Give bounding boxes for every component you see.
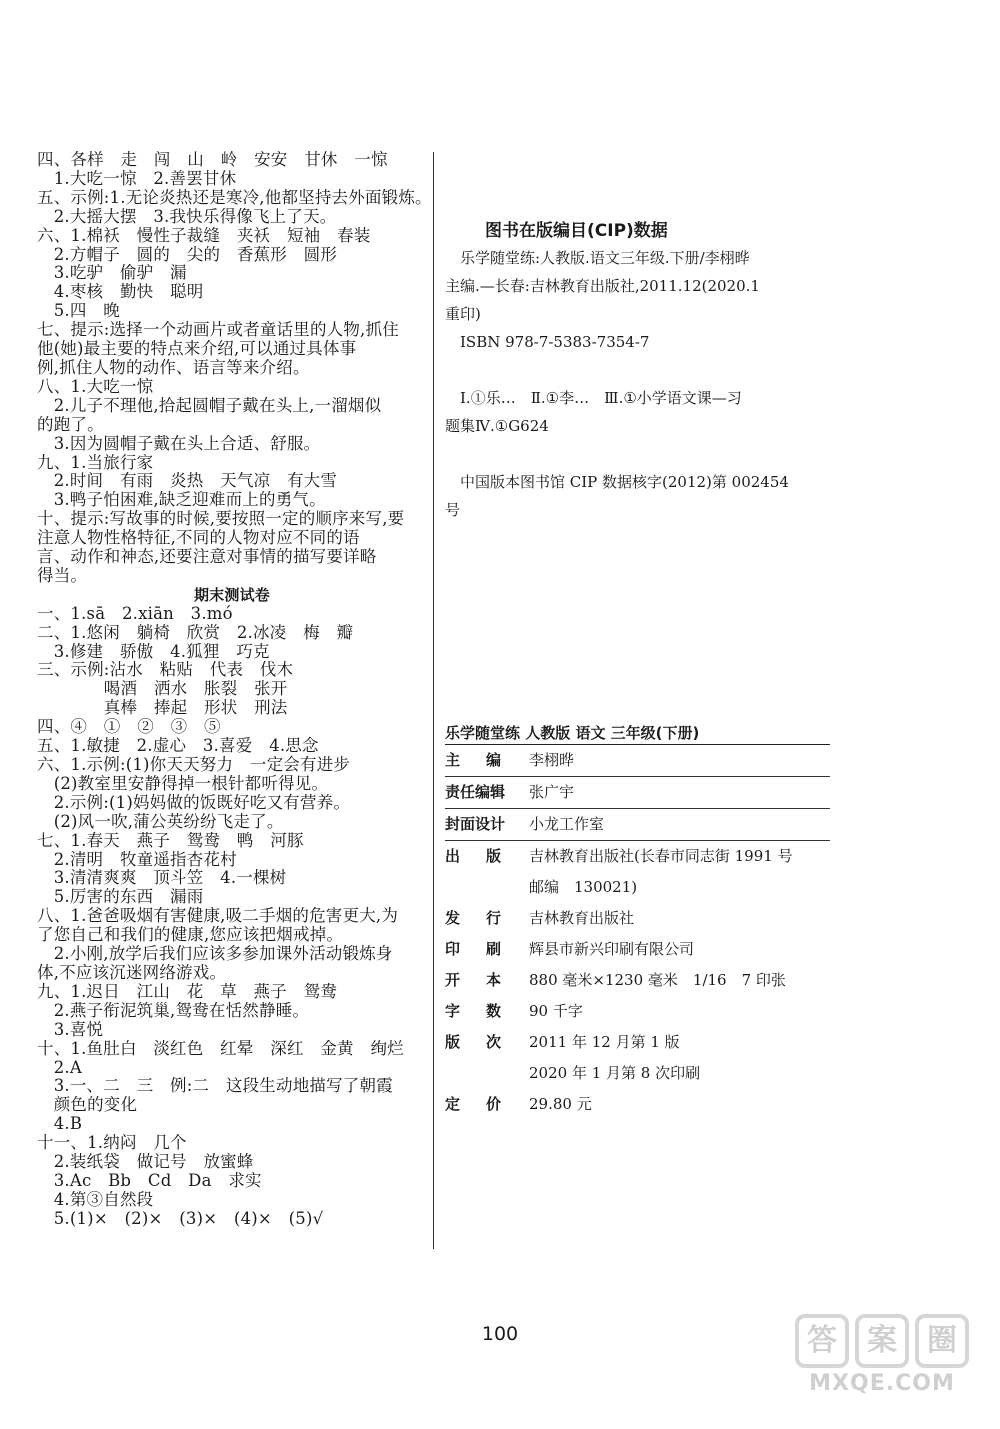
answer-line: 四、④ ① ② ③ ⑤ [37, 717, 221, 737]
imprint-label: 字数 [445, 1002, 528, 1020]
answer-line: 喝酒 洒水 胀裂 张开 [37, 679, 288, 699]
column-divider [433, 152, 434, 1249]
answer-line: 八、1.爸爸吸烟有害健康,吸二手烟的危害更大,为 [37, 906, 399, 926]
imprint-row [445, 965, 830, 996]
imprint-row [445, 745, 830, 777]
imprint-label: 主编 [445, 751, 528, 769]
answer-column [37, 150, 432, 1229]
imprint-block [445, 722, 830, 1120]
answer-lines [37, 150, 432, 586]
imprint-value: 小龙工作室 [529, 815, 605, 833]
answer-line: 4.B [37, 1114, 83, 1134]
watermark-char: 圈 [915, 1314, 969, 1368]
answer-line: 3.因为圆帽子戴在头上合适、舒服。 [37, 433, 321, 453]
answer-line: 2.燕子衔泥筑巢,鸳鸯在恬然静睡。 [37, 1000, 310, 1020]
answer-line: 3.修建 骄傲 4.狐狸 巧克 [37, 641, 270, 661]
answer-line: 3.一、二 三 例:二 这段生动地描写了朝霞 [37, 1076, 393, 1096]
imprint-label: 定价 [445, 1095, 528, 1113]
answer-line: 的跑了。 [37, 414, 104, 434]
watermark-char: 案 [855, 1314, 909, 1368]
imprint-label: 印刷 [445, 940, 528, 958]
watermark-logo [792, 1313, 972, 1403]
imprint-row [445, 809, 830, 841]
answer-line: 2.时间 有雨 炎热 天气凉 有大雪 [37, 471, 338, 491]
imprint-row [445, 903, 830, 934]
cip-line: 号 [445, 501, 461, 519]
answer-line: 3.吃驴 偷驴 漏 [37, 263, 187, 283]
imprint-value: 90 千字 [529, 1002, 583, 1020]
imprint-value: 邮编 130021) [529, 878, 638, 896]
answer-line: 一、1.sā 2.xiān 3.mó [37, 603, 233, 623]
imprint-row [445, 934, 830, 965]
answer-line: 五、1.敏捷 2.虚心 3.喜爱 4.思念 [37, 736, 319, 756]
imprint-value: 2011 年 12 月第 1 版 [529, 1033, 680, 1051]
imprint-label: 开本 [445, 971, 528, 989]
answer-line: 三、示例:沾水 粘贴 代表 伐木 [37, 660, 294, 680]
answer-line: 七、1.春天 燕子 鸳鸯 鸭 河豚 [37, 830, 304, 850]
answer-line: 4.枣核 勤快 聪明 [37, 282, 204, 302]
answer-line: 2.方帽子 圆的 尖的 香蕉形 圆形 [37, 244, 338, 264]
imprint-label: 版次 [445, 1033, 528, 1051]
answer-line: 十一、1.纳闷 几个 [37, 1133, 187, 1153]
imprint-label: 发行 [445, 909, 528, 927]
answer-line: 例,抓住人物的动作、语言等来介绍。 [37, 357, 310, 377]
imprint-row [445, 872, 830, 903]
answer-line: 六、1.棉袄 慢性子裁缝 夹袄 短袖 春装 [37, 225, 371, 245]
answer-line: 4.第③自然段 [37, 1189, 154, 1209]
cip-line: 题集Ⅳ.①G624 [445, 417, 549, 435]
answer-line: 五、示例:1.无论炎热还是寒冷,他都坚持去外面锻炼。 [37, 187, 432, 207]
answer-line: 2.示例:(1)妈妈做的饭既好吃又有营养。 [37, 792, 351, 812]
section-title: 期末测试卷 [193, 585, 270, 604]
imprint-value: 2020 年 1 月第 8 次印刷 [529, 1064, 701, 1082]
answer-line: 九、1.当旅行家 [37, 452, 154, 472]
answer-line: 2.A [37, 1057, 82, 1077]
answer-line: 3.鸭子怕困难,缺乏迎难而上的勇气。 [37, 490, 326, 510]
cip-block [445, 218, 845, 524]
answer-line: 二、1.悠闲 躺椅 欣赏 2.冰凌 梅 瓣 [37, 622, 354, 642]
imprint-row [445, 841, 830, 872]
answer-line: 颜色的变化 [37, 1095, 138, 1115]
imprint-title: 乐学随堂练 人教版 语文 三年级(下册) [445, 722, 830, 745]
answer-line: (2)教室里安静得掉一根针都听得见。 [37, 773, 329, 793]
answer-line: 七、提示:选择一个动画片或者童话里的人物,抓住 [37, 320, 399, 340]
cip-line: 主编.—长春:吉林教育出版社,2011.12(2020.1 [445, 277, 760, 295]
imprint-value: 880 毫米×1230 毫米 1/16 7 印张 [529, 971, 786, 989]
final-test-lines [37, 605, 427, 1229]
watermark-char: 答 [795, 1314, 849, 1368]
cip-line: ISBN 978-7-5383-7354-7 [445, 333, 650, 351]
answer-line: 九、1.迟日 江山 花 草 燕子 鸳鸯 [37, 981, 338, 1001]
answer-line: 真棒 捧起 形状 刑法 [37, 698, 288, 718]
watermark-chars [792, 1313, 972, 1369]
imprint-value: 李栩晔 [529, 751, 575, 769]
imprint-label: 责任编辑 [445, 783, 506, 801]
answer-line: 十、1.鱼肚白 淡红色 红晕 深红 金黄 绚烂 [37, 1038, 404, 1058]
imprint-row [445, 777, 830, 809]
cip-line [445, 356, 845, 384]
answer-line: 得当。 [37, 565, 88, 585]
answer-line: 了您自己和我们的健康,您应该把烟戒掉。 [37, 925, 344, 945]
answer-line: 3.喜悦 [37, 1019, 104, 1039]
answer-line: 2.儿子不理他,拾起圆帽子戴在头上,一溜烟似 [37, 395, 382, 415]
answer-line: 六、1.示例:(1)你天天努力 一定会有进步 [37, 755, 351, 774]
imprint-value: 吉林教育出版社(长春市同志街 1991 号 [529, 847, 793, 865]
imprint-value: 张广宇 [529, 783, 575, 801]
imprint-label: 出版 [445, 847, 528, 865]
cip-line: 乐学随堂练:人教版.语文三年级.下册/李栩晔 [445, 249, 750, 267]
answer-line: 1.大吃一惊 2.善罢甘休 [37, 168, 237, 188]
answer-line: 2.小刚,放学后我们应该多参加课外活动锻炼身 [37, 944, 393, 964]
cip-line [445, 440, 845, 468]
cip-heading: 图书在版编目(CIP)数据 [485, 221, 668, 241]
answer-line: 2.清明 牧童遥指杏花村 [37, 849, 237, 869]
answer-line: 八、1.大吃一惊 [37, 376, 154, 396]
answer-line: 体,不应该沉迷网络游戏。 [37, 962, 227, 982]
answer-line: 言、动作和神态,还要注意对事情的描写要详略 [37, 547, 377, 567]
answer-line: 他(她)最主要的特点来介绍,可以通过具体事 [37, 339, 357, 359]
answer-line: 3.Ac Bb Cd Da 求实 [37, 1170, 262, 1190]
cip-line: 重印) [445, 305, 481, 323]
answer-line: 3.清清爽爽 顶斗笠 4.一棵树 [37, 868, 287, 888]
answer-line: 2.装纸袋 做记号 放蜜蜂 [37, 1152, 254, 1172]
imprint-value: 吉林教育出版社 [529, 909, 635, 927]
answer-line: (2)风一吹,蒲公英纷纷飞走了。 [37, 811, 284, 831]
answer-line: 四、各样 走 闯 山 岭 安安 甘休 一惊 [37, 150, 388, 169]
imprint-row [445, 1027, 830, 1058]
cip-line: 中国版本图书馆 CIP 数据核字(2012)第 002454 [445, 473, 789, 491]
imprint-label: 封面设计 [445, 815, 506, 833]
imprint-row [445, 1089, 830, 1120]
answer-line: 5.(1)× (2)× (3)× (4)× (5)√ [37, 1208, 324, 1228]
answer-line: 十、提示:写故事的时候,要按照一定的顺序来写,要 [37, 509, 405, 529]
answer-line: 5.厉害的东西 漏雨 [37, 887, 204, 907]
cip-lines [445, 244, 845, 524]
imprint-row [445, 996, 830, 1027]
page-number: 100 [481, 1323, 519, 1345]
answer-line: 2.大摇大摆 3.我快乐得像飞上了天。 [37, 206, 337, 226]
answer-line: 注意人物性格特征,不同的人物对应不同的语 [37, 528, 360, 548]
cip-line: Ⅰ.①乐… Ⅱ.①李… Ⅲ.①小学语文课—习 [445, 389, 742, 407]
answer-line: 5.四 晚 [37, 301, 120, 321]
imprint-rows [445, 745, 830, 1120]
imprint-row [445, 1058, 830, 1089]
imprint-value: 辉县市新兴印刷有限公司 [529, 940, 695, 958]
watermark-site: MXQE.COM [809, 1371, 955, 1396]
imprint-value: 29.80 元 [529, 1095, 592, 1113]
